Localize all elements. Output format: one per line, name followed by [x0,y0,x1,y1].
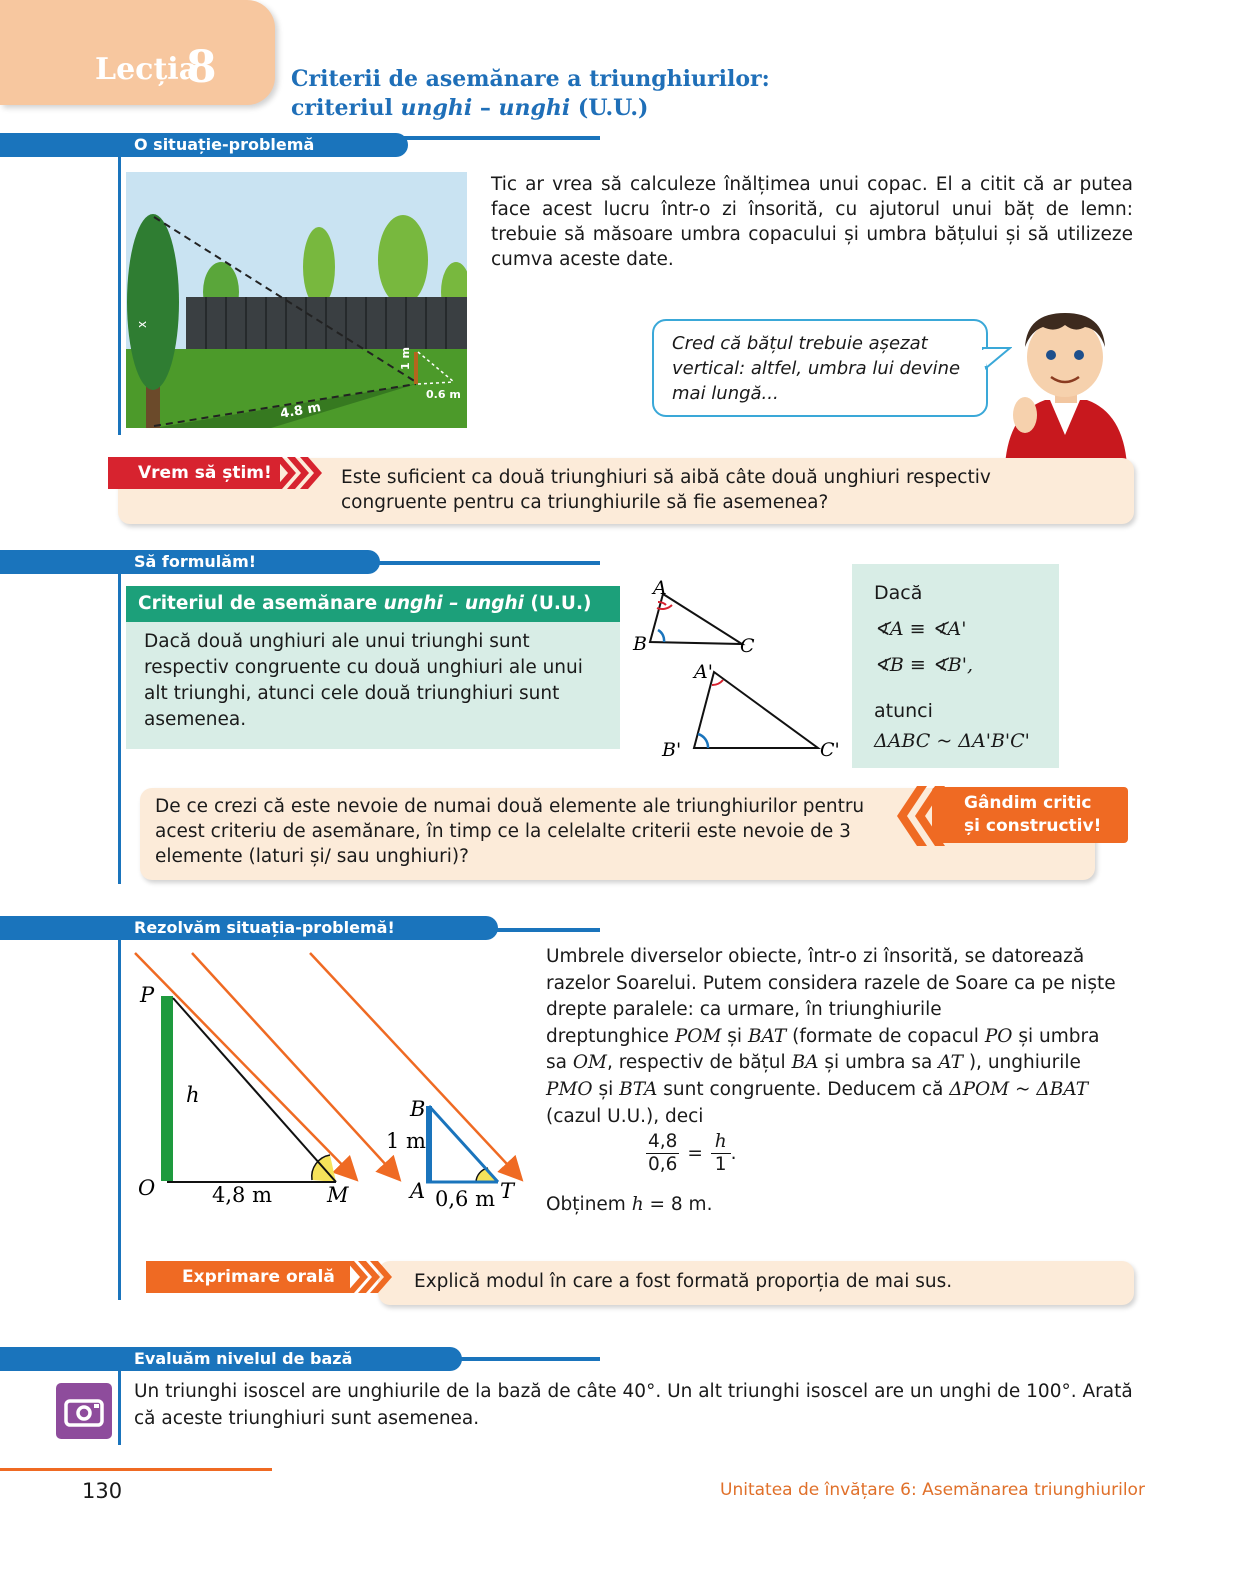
label-x: x [135,320,149,328]
label-A-prime: A' [694,661,713,683]
section-vbar [118,574,121,884]
label-BA: 1 m [386,1129,426,1153]
exercise-text: Un triunghi isoscel are unghiurile de la bază de câte 40°. Un alt triunghi isoscel are un unghi de 100°. Arată că aceste triunghiuri sunt asemenea. [134,1381,1133,1429]
similar-triangles-figure [628,572,850,768]
vrem-tag: Vrem să știm! [108,457,280,489]
lesson-title [291,65,770,123]
cond-line-1: ∢A ≡ ∢A' [874,618,967,640]
cond-line-3: ΔABC ~ ΔA'B'C' [874,730,1030,752]
conditions-box [852,564,1059,768]
critic-text: De ce crezi că este nevoie de numai două elemente ale triunghiurilor pentru acest criteriu de asemănare, în timp ce la celelalte criterii este nevoie de 3 elemente (laturi și/ sau unghiuri)? [155,796,865,867]
title-line-1: Criterii de asemănare a triunghiurilor: [291,66,770,92]
chevron-arrows-icon [274,457,324,489]
section-header-situatie: O situație-problemă [0,133,408,157]
label-O: O [138,1176,156,1200]
label-T: T [500,1179,515,1203]
label-AT: 0,6 m [435,1187,495,1211]
oral-text: Explică modul în care a fost formată proporția de mai sus. [414,1271,953,1292]
section-vbar [118,157,121,435]
label-A: A [653,577,667,599]
footer-rule [0,1468,272,1471]
cond-atunci: atunci [874,700,933,722]
gandim-critic-tag: Gândim critic și constructiv! [932,787,1128,843]
speech-bubble: Cred că bățul trebuie așezat vertical: altfel, umbra lui devine mai lungă... [652,319,988,417]
label-shadow-tree: 4.8 m [279,400,323,422]
section-vbar [118,940,121,1300]
label-OM: 4,8 m [212,1183,272,1207]
label-C: C [740,635,755,657]
shadow-triangles-figure [130,950,530,1220]
cond-daca: Dacă [874,582,923,604]
chevron-arrows-icon [346,1261,392,1293]
label-h: h [186,1083,200,1107]
camera-icon [56,1383,112,1439]
label-stick: 1 m [399,347,412,370]
lesson-number: 8 [186,42,217,93]
title-line-2: criteriul unghi – unghi (U.U.) [291,95,649,121]
label-M: M [327,1183,349,1207]
fraction-equation: $\frac{4,8}{0,6}$ = $\frac{h}{1}$ . [648,1131,737,1175]
oral-tag: Exprimare orală [146,1261,350,1293]
unit-title: Unitatea de învățare 6: Asemănarea triunghiurilor [720,1480,1145,1500]
label-P: P [140,983,155,1007]
situation-text: Tic ar vrea să calculeze înălțimea unui copac. El a citit că ar putea face acest lucru într-o zi însorită, cu ajutorul unui băț de lemn: trebuie să măsoare umbra copacului și umbra bățului și să utilizeze cumva aceste date. [491,174,1133,270]
solution-text: Umbrele diverselor obiecte, într-o zi însorită, se datorează razelor Soarelui. Putem considera razele de Soare ca pe niște drepte paralele: ca urmare, în triunghiurile dreptunghice POM și BAT (formate de copacul PO și umbra sa OM, respectiv de bățul BA și umbra sa AT ), unghiurile PMO și BTA sunt congruente. Deducem că ΔPOM ~ ΔBAT (cazul U.U.), deci [546,946,1116,1127]
section-header-rezolvam: Rezolvăm situația-problemă! [0,916,498,940]
tree-illustration [126,172,467,428]
lesson-word: Lecția [95,52,199,87]
solution-result: Obținem h = 8 m. [546,1194,713,1215]
criterion-text: Dacă două unghiuri ale unui triunghi sunt respectiv congruente cu două unghiuri ale unui alt triunghi, atunci cele două triunghiuri sunt asemenea. [126,622,620,749]
page-number: 130 [82,1479,123,1503]
criterion-header: Criteriul de asemănare unghi – unghi (U.U.) [126,586,620,622]
label-B: B [633,633,647,655]
label-C-prime: C' [820,739,840,761]
section-header-formulam: Să formulăm! [0,550,380,574]
label-B-prime: B' [662,739,682,761]
label-B: B [410,1097,426,1121]
label-A: A [410,1179,426,1203]
cond-line-2: ∢B ≡ ∢B', [874,654,974,676]
vrem-text: Este suficient ca două triunghiuri să aibă câte două unghiuri respectiv congruente pentru ca triunghiurile să fie asemenea? [341,467,991,513]
boy-character [995,305,1135,465]
section-header-evaluam: Evaluăm nivelul de bază [0,1347,462,1371]
section-vbar [118,1371,121,1445]
label-shadow-stick: 0.6 m [426,388,461,401]
